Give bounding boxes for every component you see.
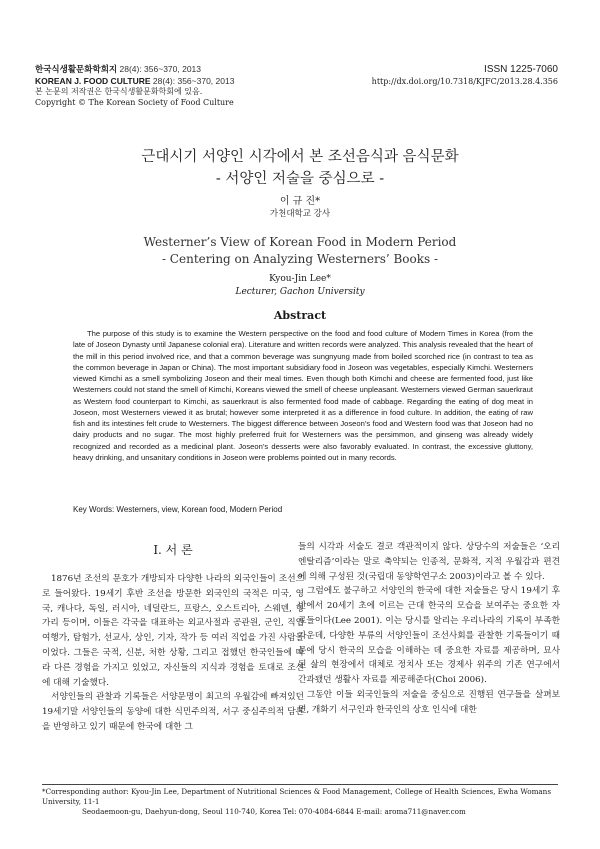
journal-name-ko: 한국식생활문화학회지 <box>35 64 118 74</box>
author-english: Kyou-Jin Lee* <box>269 274 331 284</box>
journal-name-en: KOREAN J. FOOD CULTURE <box>35 75 151 86</box>
affiliation-english: Lecturer, Gachon University <box>235 287 365 297</box>
keywords: Key Words: Westerners, view, Korean food, Modern Period <box>73 505 283 514</box>
author-korean: 이 규 진* <box>279 196 321 207</box>
affiliation-korean: 가천대학교 강사 <box>269 209 331 219</box>
doi-link[interactable]: http://dx.doi.org/10.7318/KJFC/2013.28.4.356 <box>371 77 558 86</box>
issn: ISSN 1225-7060 <box>484 64 558 75</box>
abstract-heading: Abstract <box>273 309 327 322</box>
section-heading-introduction: I. 서 론 <box>153 543 193 557</box>
paragraph: 그동안 이들 외국인들의 저술을 중심으로 진행된 연구들을 살펴보면, 개화기 서구인과 한국인의 상호 인식에 대한 <box>298 689 560 715</box>
footnote-line1: *Corresponding author: Kyou-Jin Lee, Department of Nutritional Sciences & Food Management, College of Health Sciences, Ewha Womans University, 11-1 <box>42 787 552 806</box>
title-english-line1: Westerner’s View of Korean Food in Modern Period <box>143 235 457 249</box>
title-korean-line1: 근대시기 서양인 시각에서 본 조선음식과 음식문화 <box>141 149 459 165</box>
abstract-body: The purpose of this study is to examine the Western perspective on the food and food culture of Modern Times in Korea (from the late of Joseon Dynasty until Japanese colonial era). Literature and written records were analyzed. This analysis revealed that the heart of the mill in this period involved rice, and that a common beverage was sungnyung made from boiled scorched rice (in contrast to tea as the common beverage in Japan or China). The most important subsidiary food in Joseon was vegetables, especially Kimchi. Westerners viewed Kimchi as a smell symbolizing Joseon and their meal times. Even though both Kimchi and cheese are fermented food, just like Westerners could not stand the smell of Kimchi, Koreans viewed the smell of cheese unpleasant. Westerners viewed German sauerkraut as Western food counterpart to Kimchi, as sauerkraut is also fermented food made of cabbage. Regarding the eating of dog meat in Joseon, most Westerners viewed it as brutal; however some interpreted it as a difference in food culture. In addition, the eating of raw fish and its intestines felt crude to Westerners. The biggest difference between Joseon’s food and Western food was that Joseon had no dairy products and no sugar. The most highly preferred fruit for Westerners was the persimmon, and ginseng was already widely recognized and recorded as a medicinal plant. Joseon’s desserts were also favorably evaluated. In contrast, the excessive gluttony, heavy drinking, and unsanitary conditions in Joseon were problems pointed out in many records. <box>73 329 533 462</box>
journal-detail-ko: 28(4): 356~370, 2013 <box>117 64 202 74</box>
title-korean <box>0 146 600 190</box>
body-column-left <box>42 540 304 735</box>
title-english-subtitle: - Centering on Analyzing Westerners’ Books - <box>161 252 439 266</box>
title-english <box>0 234 600 268</box>
journal-detail-en: 28(4): 356~370, 2013 <box>150 75 235 86</box>
paragraph: 그럼에도 불구하고 서양인의 한국에 대한 저술들은 당시 19세기 후반에서 20세기 초에 이르는 근대 한국의 모습을 보여주는 중요한 자료들이다(Lee 2001). 이는 당시를 알리는 우리나라의 기록이 부족한 가운데, 다양한 부류의 서양인들이 조선사회를 관찰한 기록들이기 때문에 당시 한국의 모습을 이해하는 데 중요한 자료를 제공하며, 묘사된 삶의 현장에서 대체로 정치사 또는 경제사 위주의 기존 연구에서 간과됐던 생활사 자료를 제공해준다(Choi 2006). <box>298 586 560 686</box>
issn-doi-block <box>372 64 558 88</box>
paragraph: 서양인들의 관찰과 기록들은 서양문명이 최고의 우월감에 빠져있던 19세기말 서양인들의 동양에 대한 식민주의적, 서구 중심주의적 담론을 반영하고 있기 때문에 한국에 대한 그 <box>42 692 304 732</box>
footnote-divider <box>42 784 558 785</box>
paragraph: 들의 시각과 서술도 결코 객관적이지 않다. 상당수의 저술들은 ‘오리엔탈리즘’이라는 말로 축약되는 인종적, 문화적, 지적 우월감과 편견에 의해 구성된 것(국립대 동양학연구소 2003)이라고 볼 수 있다. <box>298 542 560 582</box>
copyright-notice-ko: 본 논문의 저작권은 한국식생활문화학회에 있음. <box>35 87 203 96</box>
body-column-right <box>298 540 560 718</box>
paragraph: 1876년 조선의 문호가 개방되자 다양한 나라의 외국인들이 조선으로 들어왔다. 19세기 후반 조선을 방문한 외국인의 국적은 미국, 영국, 캐나다, 독일, 러시아, 네덜란드, 프랑스, 오스트리아, 스웨덴, 헝가리 등이며, 이들은 각국을 대표하는 외교사절과 공관원, 군인, 직업 여행가, 탐험가, 선교사, 상인, 기자, 작가 등 여러 직업을 가진 사람들이었다. 그들은 국적, 신분, 처한 상황, 그리고 접했던 한국인들에 따라 다른 경험을 가지고 있었고, 자신들의 지식과 경험을 토대로 조선에 대해 기술했다. <box>42 574 304 688</box>
corresponding-author-footnote <box>42 787 558 817</box>
copyright: Copyright © The Korean Society of Food Culture <box>35 97 234 107</box>
journal-info <box>35 64 365 108</box>
title-korean-subtitle: - 서양인 저술을 중심으로 - <box>215 171 385 187</box>
footnote-line2: Seodaemoon-gu, Daehyun-dong, Seoul 110-740, Korea Tel: 070-4084-6844 E-mail: aroma711@naver.com <box>82 807 466 816</box>
